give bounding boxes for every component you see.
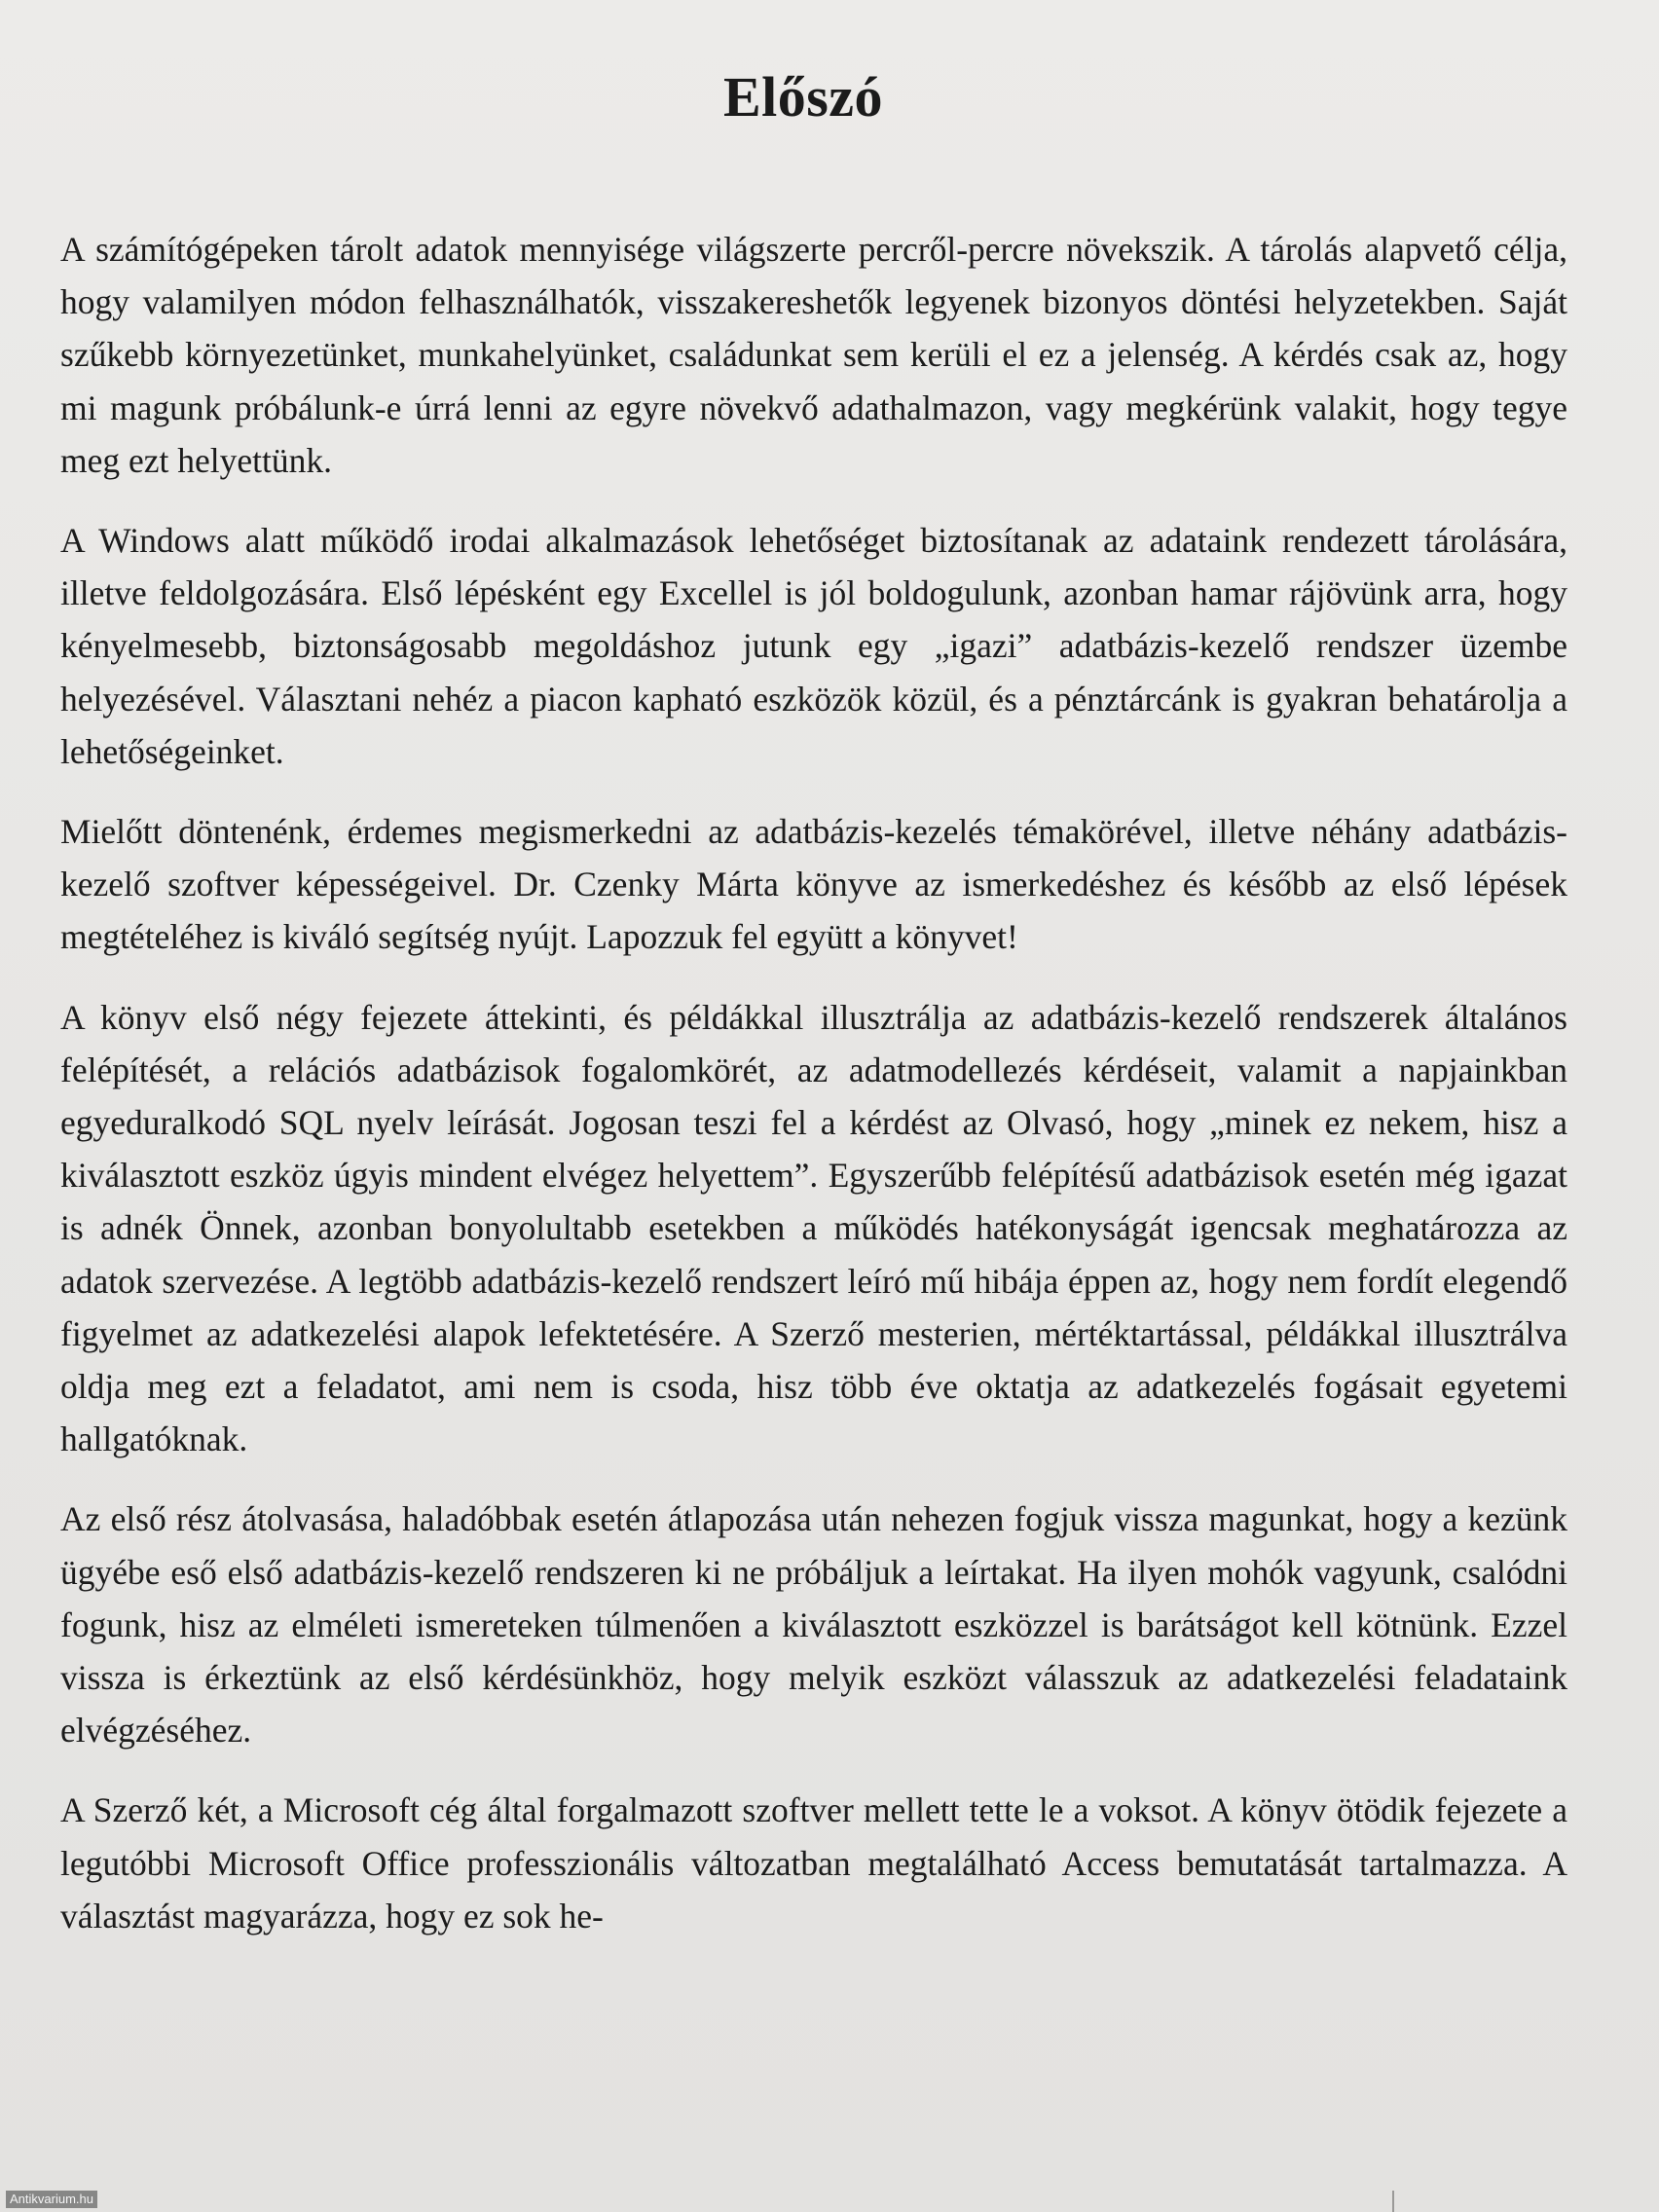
page-title: Előszó — [722, 65, 884, 129]
body-text — [60, 223, 1567, 1942]
paragraph-1: A számítógépeken tárolt adatok mennyisége világszerte percről-percre növekszik. A tárolás alapvető célja, hogy valamilyen módon felhasználhatók, visszakereshetők legyenek bizonyos döntési helyzetekben. Saját szűkebb környezetünket, munkahelyünket, családunkat sem kerüli el ez a jelenség. A kérdés csak az, hogy mi magunk próbálunk-e úrrá lenni az egyre növekvő adathalmazon, vagy megkérünk valakit, hogy tegye meg ezt helyettünk. — [60, 230, 1567, 480]
paragraph-2: A Windows alatt működő irodai alkalmazások lehetőséget biztosítanak az adataink rendezett tárolására, illetve feldolgozására. Első lépésként egy Excellel is jól boldogulunk, azonban hamar rájövünk arra, hogy kényelmesebb, biztonságosabb megoldáshoz jutunk egy „igazi” adatbázis-kezelő rendszer üzembe helyezésével. Választani nehéz a piacon kapható eszközök közül, és a pénztárcánk is gyakran behatárolja a lehetőségeinket. — [60, 521, 1567, 771]
paragraph-5: Az első rész átolvasása, haladóbbak esetén átlapozása után nehezen fogjuk vissza magunkat, hogy a kezünk ügyébe eső első adatbázis-kezelő rendszeren ki ne próbáljuk a leírtakat. Ha ilyen mohók vagyunk, csalódni fogunk, hisz az elméleti ismereteken túlmenően a kiválasztott eszközzel is barátságot kell kötnünk. Ezzel vissza is érkeztünk az első kérdésünkhöz, hogy melyik eszközt válasszuk az adatkezelési feladataink elvégzéséhez. — [60, 1499, 1567, 1751]
watermark: Antikvarium.hu — [6, 2191, 97, 2208]
page-edge-mark — [1392, 2191, 1394, 2212]
paragraph-3: Mielőtt döntenénk, érdemes megismerkedni az adatbázis-kezelés témakörével, illetve néhány adatbázis-kezelő szoftver képességeivel. Dr. Czenky Márta könyve az ismerkedéshez és később az első lépések megtételéhez is kiváló segítség nyújt. Lapozzuk fel együtt a könyvet! — [60, 812, 1567, 957]
paragraph-6: A Szerző két, a Microsoft cég által forgalmazott szoftver mellett tette le a voksot. A könyv ötödik fejezete a legutóbbi Microsoft Office professzionális változatban megtalálható Access bemutatását tartalmazza. A választást magyarázza, hogy ez sok he- — [60, 1790, 1567, 1936]
paragraph-4: A könyv első négy fejezete áttekinti, és példákkal illusztrálja az adatbázis-kezelő rendszerek általános felépítését, a relációs adatbázisok fogalomkörét, az adatmodellezés kérdéseit, valamit a napjainkban egyeduralkodó SQL nyelv leírását. Jogosan teszi fel a kérdést az Olvasó, hogy „minek ez nekem, hisz a kiválasztott eszköz úgyis mindent elvégez helyettem”. Egyszerűbb felépítésű adatbázisok esetén még igazat is adnék Önnek, azonban bonyolultabb esetekben a működés hatékonyságát igencsak meghatározza az adatok szervezése. A legtöbb adatbázis-kezelő rendszert leíró mű hibája éppen az, hogy nem fordít elegendő figyelmet az adatkezelési alapok lefektetésére. A Szerző mesterien, mértéktartással, példákkal illusztrálva oldja meg ezt a feladatot, ami nem is csoda, hisz több éve oktatja az adatkezelés fogásait egyetemi hallgatóknak. — [60, 997, 1567, 1459]
